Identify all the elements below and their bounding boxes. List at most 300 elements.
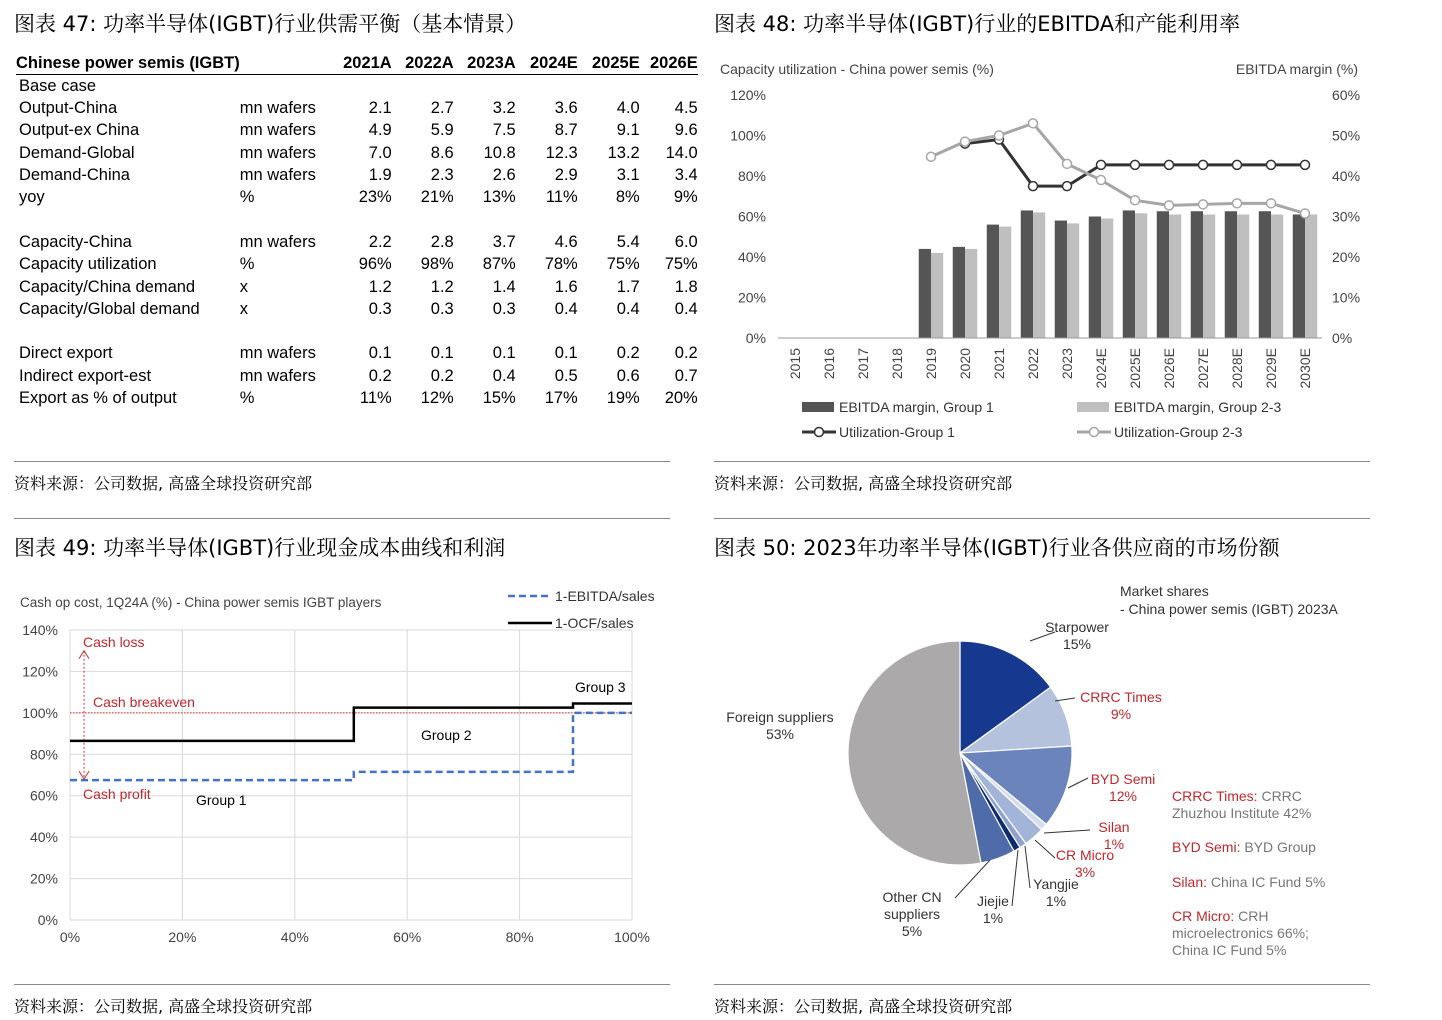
right-axis-title: EBITDA margin (%) <box>1235 61 1358 77</box>
line-point <box>1301 209 1310 218</box>
slice-label: CR Micro <box>1055 847 1115 863</box>
bar-group1 <box>1293 214 1305 338</box>
line-point <box>1267 160 1276 169</box>
table-row <box>16 75 698 98</box>
table-cell: 0.6 <box>616 366 640 385</box>
table-cell <box>330 75 392 98</box>
table-cell: 0.4 <box>616 299 640 318</box>
row-label: Indirect export-est <box>19 366 152 385</box>
table-row <box>16 119 698 141</box>
row-label: Direct export <box>19 344 113 363</box>
left-axis-title: Capacity utilization - China power semis (%) <box>720 61 994 77</box>
table-cell <box>640 320 698 342</box>
left-tick-label: 80% <box>737 168 766 184</box>
line-point <box>1165 201 1174 210</box>
bar-group1 <box>1123 210 1135 338</box>
line-point <box>1233 160 1242 169</box>
note-line: microelectronics 66%; <box>1172 925 1309 941</box>
slice-label: Foreign suppliers <box>726 709 834 725</box>
table-cell: 0.2 <box>368 366 392 385</box>
table-cell: 2.6 <box>492 166 516 185</box>
table-cell: 9% <box>673 188 698 207</box>
legend-label: Utilization-Group 1 <box>839 424 955 440</box>
bar-group1 <box>987 225 999 338</box>
left-tick-label: 0% <box>745 330 766 346</box>
table-row <box>16 320 698 342</box>
bar-group2-3 <box>1271 214 1283 338</box>
x-tick-label: 2020 <box>957 348 973 380</box>
y-tick-label: 60% <box>29 787 58 804</box>
row-label: yoy <box>19 188 45 207</box>
bar-group1 <box>1225 211 1237 338</box>
slice-label: Jiejie <box>977 893 1009 909</box>
table-cell: 5.9 <box>430 121 454 140</box>
table-cell: 20% <box>664 389 698 407</box>
table-cell: 4.6 <box>554 232 578 251</box>
table-cell: 0.4 <box>554 299 578 318</box>
slice-label: CRRC Times <box>1080 689 1162 705</box>
table-cell: 75% <box>664 255 698 274</box>
table-cell: 3.6 <box>554 99 578 118</box>
table-cell: 2.7 <box>430 99 454 118</box>
legend-label: 1-OCF/sales <box>555 615 634 631</box>
line-point <box>1165 160 1174 169</box>
line-point <box>1029 182 1038 191</box>
line-point <box>995 131 1004 140</box>
line-point <box>1063 182 1072 191</box>
x-tick-label: 100% <box>614 929 650 945</box>
slice-pct: 12% <box>1108 788 1138 804</box>
x-tick-label: 40% <box>280 929 309 945</box>
line-point <box>1131 196 1140 205</box>
table-cell <box>454 320 516 342</box>
table-header-cell: 2022A <box>392 52 454 75</box>
table-row <box>16 275 698 297</box>
x-tick-label: 20% <box>168 929 197 945</box>
table-cell: 23% <box>358 188 392 207</box>
table-header-cell: 2024E <box>516 52 578 75</box>
row-label: Capacity/China demand <box>19 277 196 296</box>
bar-group1 <box>953 247 965 338</box>
row-label: Output-ex China <box>19 121 140 140</box>
pie-title: - China power semis (IGBT) 2023A <box>1120 601 1338 617</box>
line-point <box>1029 119 1038 128</box>
table-cell: 17% <box>544 389 578 407</box>
table-cell: 12% <box>420 389 454 407</box>
table-cell: 87% <box>482 255 516 274</box>
panel-50-top-divider <box>714 518 1370 519</box>
panel-48-divider <box>714 461 1370 462</box>
leader-line <box>1025 846 1030 888</box>
table-cell: 0.1 <box>492 344 516 363</box>
right-tick-label: 10% <box>1332 289 1361 306</box>
table-cell: 8.7 <box>554 121 578 140</box>
x-tick-label: 2024E <box>1093 348 1109 389</box>
table-cell: 14.0 <box>665 143 698 162</box>
group1-label: Group 1 <box>196 792 247 808</box>
table-cell: 0.7 <box>674 366 698 385</box>
bar-group2-3 <box>1305 214 1317 338</box>
table-header-cell: Chinese power semis (IGBT) <box>16 52 240 75</box>
utilization-line-group2-3 <box>931 123 1305 213</box>
row-label <box>16 320 240 342</box>
line-point <box>1063 159 1072 168</box>
panel-50-source: 资料来源：公司数据, 高盛全球投资研究部 <box>714 997 1013 1016</box>
cash-profit-label: Cash profit <box>83 786 151 802</box>
row-label: Capacity utilization <box>19 255 157 274</box>
line-point <box>1301 160 1310 169</box>
bar-group2-3 <box>1067 223 1079 338</box>
panel-48-source: 资料来源：公司数据, 高盛全球投资研究部 <box>714 474 1013 493</box>
slice-label: Yangjie <box>1033 876 1079 892</box>
table-cell <box>454 208 516 230</box>
bar-group1 <box>919 249 931 338</box>
table-cell: 10.8 <box>483 143 516 162</box>
table-cell: 75% <box>606 255 640 274</box>
table-row <box>16 298 698 320</box>
y-tick-label: 120% <box>22 663 58 680</box>
note-line: China IC Fund 5% <box>1172 942 1287 958</box>
table-cell <box>330 208 392 230</box>
x-tick-label: 60% <box>393 929 422 945</box>
slice-pct: 53% <box>765 726 795 742</box>
table-cell: 0.2 <box>430 366 454 385</box>
table-cell: 0.4 <box>492 366 516 385</box>
x-tick-label: 2018 <box>889 348 905 380</box>
line-point <box>927 152 936 161</box>
note-line: CRRC Times: CRRC <box>1172 788 1302 804</box>
table-cell <box>516 75 578 98</box>
ebitda-utilization-chart <box>700 52 1380 452</box>
bar-group2-3 <box>1135 213 1147 338</box>
left-tick-label: 100% <box>730 127 766 144</box>
table-cell <box>578 320 640 342</box>
table-row <box>16 142 698 164</box>
table-cell: 8% <box>615 188 640 207</box>
row-unit <box>240 320 330 342</box>
supply-demand-table <box>16 52 698 409</box>
slice-label: Other CN <box>882 889 942 905</box>
table-cell: 13.2 <box>607 143 640 162</box>
panel-47-divider <box>14 461 670 462</box>
table-cell: 1.9 <box>368 166 392 185</box>
line-point <box>1097 176 1106 185</box>
table-cell: 0.2 <box>674 344 698 363</box>
legend-swatch <box>1077 402 1109 412</box>
table-cell: 0.4 <box>674 299 698 318</box>
panel-48-title: 图表 48: 功率半导体(IGBT)行业的EBITDA和产能利用率 <box>714 12 1241 36</box>
table-cell: 13% <box>482 188 516 207</box>
bar-group2-3 <box>1101 219 1113 338</box>
leader-line <box>1068 778 1088 788</box>
table-cell: 6.0 <box>674 232 698 251</box>
bar-group2-3 <box>1033 212 1045 338</box>
bar-group1 <box>1021 210 1033 338</box>
x-tick-label: 80% <box>505 929 534 945</box>
table-cell: 0.1 <box>430 344 454 363</box>
note-line: CR Micro: CRH <box>1172 908 1269 924</box>
line-point <box>1267 199 1276 208</box>
bar-group2-3 <box>999 227 1011 338</box>
slice-label: BYD Semi <box>1090 771 1156 787</box>
row-unit: mn wafers <box>239 143 316 162</box>
row-unit: % <box>239 389 255 407</box>
legend-marker <box>815 428 824 437</box>
table-cell <box>516 208 578 230</box>
cash-loss-label: Cash loss <box>83 634 145 650</box>
panel-49-top-divider <box>14 518 670 519</box>
table-cell: 21% <box>420 188 454 207</box>
table-cell: 1.7 <box>616 277 640 296</box>
panel-50-title: 图表 50: 2023年功率半导体(IGBT)行业各供应商的市场份额 <box>714 536 1280 560</box>
table-cell: 4.0 <box>616 99 640 118</box>
y-tick-label: 100% <box>22 704 58 721</box>
right-tick-label: 0% <box>1332 330 1353 346</box>
left-tick-label: 60% <box>737 208 766 225</box>
x-tick-label: 2023 <box>1059 348 1075 380</box>
bar-group1 <box>1157 211 1169 338</box>
table-row <box>16 97 698 119</box>
x-tick-label: 2017 <box>855 348 871 380</box>
slice-label: suppliers <box>883 906 941 922</box>
line-point <box>1199 200 1208 209</box>
table-cell: 19% <box>606 389 640 407</box>
x-tick-label: 2019 <box>923 348 939 380</box>
row-unit: mn wafers <box>239 166 316 185</box>
row-unit: % <box>239 188 255 207</box>
legend-label: Utilization-Group 2-3 <box>1114 424 1243 440</box>
x-tick-label: 2015 <box>787 348 803 380</box>
table-header-cell: 2023A <box>454 52 516 75</box>
table-row <box>16 342 698 364</box>
table-cell: 5.4 <box>616 232 640 251</box>
table-row <box>16 387 698 409</box>
bar-group2-3 <box>965 249 977 338</box>
table-cell: 2.9 <box>554 166 578 185</box>
panel-49-source: 资料来源：公司数据, 高盛全球投资研究部 <box>14 997 313 1016</box>
table-cell: 0.3 <box>368 299 392 318</box>
table-cell: 8.6 <box>430 143 454 162</box>
y-tick-label: 40% <box>29 829 58 846</box>
table-cell: 1.8 <box>674 277 698 296</box>
right-tick-label: 20% <box>1332 249 1361 265</box>
table-cell: 7.5 <box>492 121 516 140</box>
row-label <box>16 208 240 230</box>
table-cell: 2.8 <box>430 232 454 251</box>
table-row <box>16 208 698 230</box>
table-cell: 12.3 <box>545 143 578 162</box>
row-unit: mn wafers <box>239 99 316 118</box>
left-tick-label: 40% <box>737 249 766 265</box>
slice-pct: 5% <box>901 923 923 939</box>
table-cell: 11% <box>545 188 578 207</box>
row-unit: x <box>239 299 248 318</box>
table-row <box>16 365 698 387</box>
bar-group2-3 <box>931 253 943 338</box>
table-header-cell: 2026E <box>640 52 698 75</box>
line-point <box>1097 160 1106 169</box>
line-point <box>961 137 970 146</box>
x-tick-label: 2030E <box>1297 348 1313 389</box>
cash-breakeven-label: Cash breakeven <box>93 694 195 710</box>
table-header-cell: 2025E <box>578 52 640 75</box>
bar-group2-3 <box>1237 214 1249 338</box>
right-tick-label: 30% <box>1332 208 1361 225</box>
table-cell: 9.6 <box>674 121 698 140</box>
row-label: Output-China <box>19 99 118 118</box>
bar-group1 <box>1259 211 1271 338</box>
table-row <box>16 253 698 275</box>
table-cell: 3.7 <box>492 232 516 251</box>
leader-line <box>1044 830 1090 833</box>
panel-50-divider <box>714 984 1370 985</box>
row-label: Demand-China <box>19 166 130 185</box>
table-cell <box>640 75 698 98</box>
table-header-cell: 2021A <box>330 52 392 75</box>
table-row <box>16 186 698 208</box>
table-cell: 0.2 <box>616 344 640 363</box>
row-unit <box>240 208 330 230</box>
x-tick-label: 2026E <box>1161 348 1177 389</box>
table-cell: 0.3 <box>492 299 516 318</box>
line-point <box>1131 160 1140 169</box>
legend-marker <box>1090 428 1099 437</box>
legend-label: EBITDA margin, Group 1 <box>839 399 994 415</box>
table-cell: 0.5 <box>554 366 578 385</box>
note-line: BYD Semi: BYD Group <box>1172 839 1316 855</box>
table-cell: 15% <box>482 389 516 407</box>
row-label: Capacity-China <box>19 232 132 251</box>
table-cell <box>640 208 698 230</box>
row-label: Export as % of output <box>19 389 177 407</box>
table-cell: 9.1 <box>616 121 640 140</box>
pie-title: Market shares <box>1120 583 1209 599</box>
table-cell: 1.4 <box>492 277 516 296</box>
note-line: Silan: China IC Fund 5% <box>1172 874 1326 890</box>
bar-group1 <box>1055 221 1067 338</box>
x-tick-label: 2016 <box>821 348 837 380</box>
left-tick-label: 20% <box>737 289 766 306</box>
row-label: Base case <box>19 77 97 95</box>
row-unit: mn wafers <box>239 344 316 363</box>
table-cell: 96% <box>358 255 392 274</box>
table-cell <box>392 75 454 98</box>
right-tick-label: 60% <box>1332 87 1361 103</box>
table-row <box>16 231 698 253</box>
table-cell <box>578 208 640 230</box>
table-cell: 3.2 <box>492 99 516 118</box>
left-tick-label: 120% <box>730 87 766 103</box>
bar-group2-3 <box>1169 214 1181 338</box>
slice-label: Silan <box>1098 819 1130 835</box>
table-cell: 2.1 <box>368 99 392 118</box>
table-cell: 0.1 <box>368 344 392 363</box>
table-cell: 98% <box>420 255 454 274</box>
y-tick-label: 80% <box>29 746 58 763</box>
row-label: Capacity/Global demand <box>19 299 200 318</box>
table-cell: 0.3 <box>430 299 454 318</box>
leader-line <box>1012 850 1018 906</box>
slice-pct: 1% <box>982 910 1004 926</box>
slice-pct: 9% <box>1110 706 1132 722</box>
table-cell <box>578 75 640 98</box>
right-tick-label: 40% <box>1332 168 1361 184</box>
x-tick-label: 2022 <box>1025 348 1041 380</box>
legend-label: EBITDA margin, Group 2-3 <box>1114 399 1282 415</box>
table-cell: 0.1 <box>554 344 578 363</box>
table-cell: 78% <box>544 255 578 274</box>
table-cell: 3.4 <box>674 166 698 185</box>
x-tick-label: 0% <box>59 929 81 945</box>
right-tick-label: 50% <box>1332 127 1361 144</box>
slice-label: Starpower <box>1045 619 1109 635</box>
slice-pct: 15% <box>1062 636 1092 652</box>
legend-swatch <box>802 402 834 412</box>
table-cell <box>392 208 454 230</box>
table-cell <box>454 75 516 98</box>
panel-49-title: 图表 49: 功率半导体(IGBT)行业现金成本曲线和利润 <box>14 536 506 560</box>
x-tick-label: 2028E <box>1229 348 1245 389</box>
table-row <box>16 164 698 186</box>
table-cell <box>330 320 392 342</box>
table-cell: 1.2 <box>368 277 392 296</box>
slice-pct: 1% <box>1045 893 1067 909</box>
table-cell: 3.1 <box>616 166 640 185</box>
table-header-cell <box>240 52 330 75</box>
bar-group1 <box>1191 211 1203 338</box>
legend-label: 1-EBITDA/sales <box>555 588 655 604</box>
line-point <box>1199 160 1208 169</box>
row-unit: mn wafers <box>239 121 316 140</box>
row-unit <box>240 75 330 98</box>
panel-47-title: 图表 47: 功率半导体(IGBT)行业供需平衡（基本情景） <box>14 12 527 36</box>
row-unit: % <box>239 255 255 274</box>
table-cell: 1.2 <box>430 277 454 296</box>
market-share-pie-chart <box>700 578 1390 978</box>
y-tick-label: 0% <box>37 912 58 928</box>
panel-49-divider <box>14 984 670 985</box>
table-cell: 4.5 <box>674 99 698 118</box>
table-cell: 11% <box>359 389 392 407</box>
row-unit: x <box>239 277 248 296</box>
table-cell: 4.9 <box>368 121 392 140</box>
line-point <box>1233 199 1242 208</box>
cash-cost-curve-chart <box>0 578 680 978</box>
group3-label: Group 3 <box>575 679 626 695</box>
ebitda-step-line <box>70 713 632 780</box>
table-cell: 7.0 <box>368 143 392 162</box>
x-tick-label: 2025E <box>1127 348 1143 389</box>
slice-pct: 1% <box>1103 836 1125 852</box>
y-tick-label: 20% <box>29 870 58 887</box>
bar-group1 <box>1089 217 1101 339</box>
x-tick-label: 2027E <box>1195 348 1211 389</box>
table-cell <box>516 320 578 342</box>
slice-pct: 3% <box>1074 864 1096 880</box>
bar-group2-3 <box>1203 214 1215 338</box>
table-cell: 2.3 <box>430 166 454 185</box>
table-cell: 1.6 <box>554 277 578 296</box>
row-label: Demand-Global <box>19 143 135 162</box>
y-tick-label: 140% <box>22 622 58 638</box>
panel-47-source: 资料来源：公司数据, 高盛全球投资研究部 <box>14 474 313 493</box>
row-unit: mn wafers <box>239 366 316 385</box>
chart-title: Cash op cost, 1Q24A (%) - China power semis IGBT players <box>20 595 382 610</box>
leader-line <box>1035 840 1055 858</box>
row-unit: mn wafers <box>239 232 316 251</box>
note-line: Zhuzhou Institute 42% <box>1172 805 1312 821</box>
table-cell <box>392 320 454 342</box>
